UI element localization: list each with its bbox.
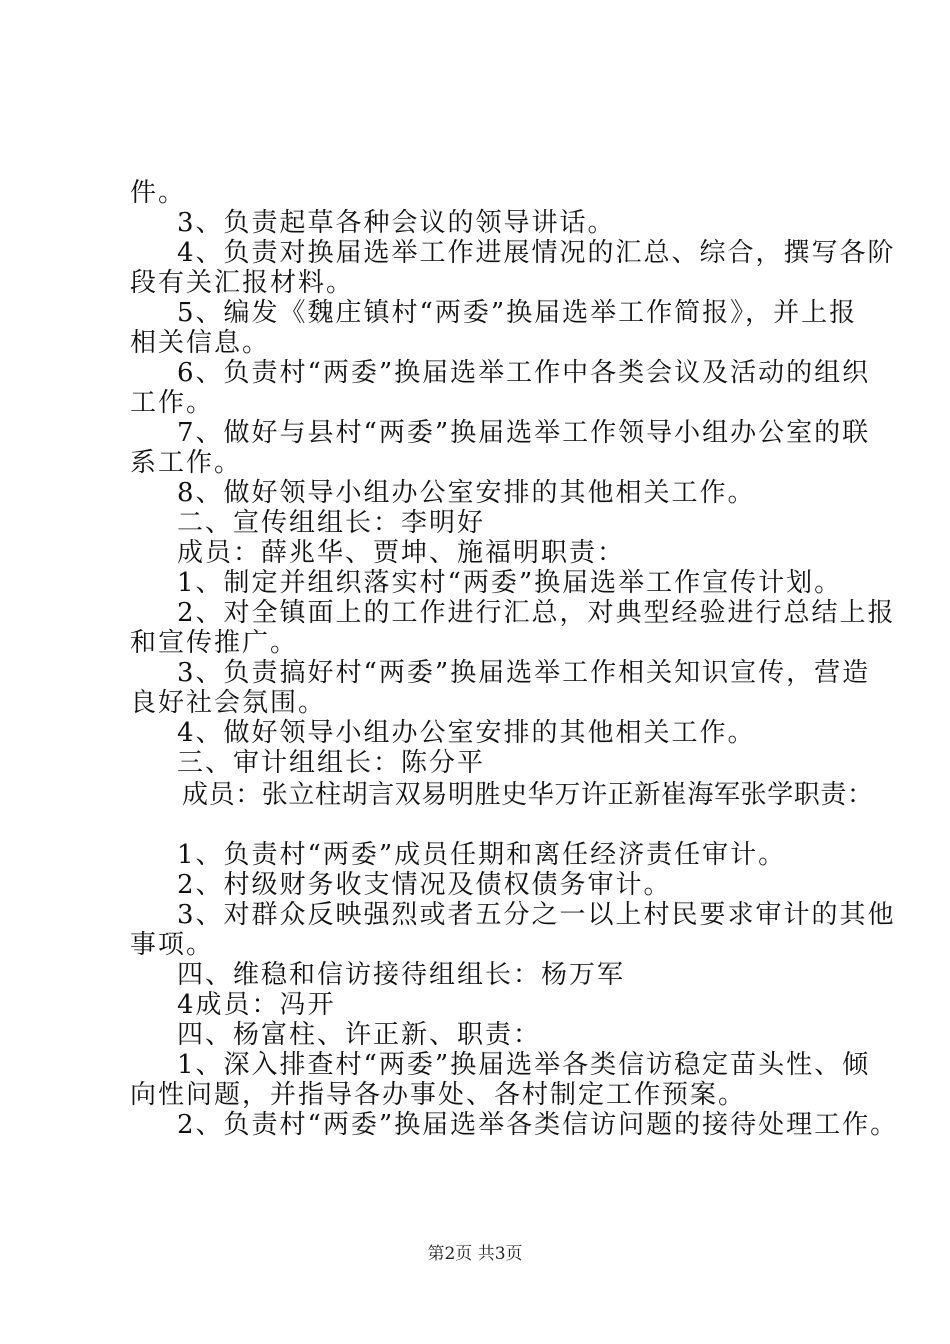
text-line: 向性问题，并指导各办事处、各村制定工作预案。: [130, 1080, 747, 1110]
text-line: 成员：张立柱胡言双易明胜史华万许正新崔海军张学职责：: [182, 780, 874, 810]
text-line: 8、做好领导小组办公室安排的其他相关工作。: [177, 478, 756, 508]
section-heading: 三、审计组组长：陈分平: [177, 748, 486, 778]
text-line: 相关信息。: [130, 328, 271, 358]
text-line: 系工作。: [130, 448, 243, 478]
text-line: 4、负责对换届选举工作进展情况的汇总、综合，撰写各阶: [177, 238, 896, 268]
text-line: 1、负责村“两委”成员任期和离任经济责任审计。: [177, 840, 787, 870]
text-line: 1、制定并组织落实村“两委”换届选举工作宣传计划。: [177, 568, 843, 598]
text-line: 6、负责村“两委”换届选举工作中各类会议及活动的组织: [177, 358, 871, 388]
text-line: 四、杨富柱、许正新、职责：: [177, 1020, 542, 1050]
text-line: 和宣传推广。: [130, 628, 299, 658]
text-line: 5、编发《魏庄镇村“两委”换届选举工作简报》，并上报: [177, 298, 858, 328]
text-line: 工作。: [130, 388, 215, 418]
text-line: 成员：薛兆华、贾坤、施福明职责：: [177, 538, 626, 568]
text-line: 3、对群众反映强烈或者五分之一以上村民要求审计的其他: [177, 900, 896, 930]
section-heading: 四、维稳和信访接待组组长：杨万军: [177, 960, 626, 990]
text-line: 2、负责村“两委”换届选举各类信访问题的接待处理工作。: [177, 1110, 899, 1140]
page-number-footer: 第2页 共3页: [427, 1244, 523, 1264]
section-heading: 二、宣传组组长：李明好: [177, 508, 486, 538]
text-line: 3、负责起草各种会议的领导讲话。: [177, 208, 616, 238]
text-line: 段有关汇报材料。: [130, 268, 355, 298]
text-line: 2、对全镇面上的工作进行汇总，对典型经验进行总结上报: [177, 598, 896, 628]
text-line: 1、深入排查村“两委”换届选举各类信访稳定苗头性、倾: [177, 1050, 871, 1080]
text-line: 良好社会氛围。: [130, 688, 327, 718]
text-line: 4成员：冯开: [177, 990, 336, 1020]
text-line: 件。: [130, 178, 187, 208]
text-line: 4、做好领导小组办公室安排的其他相关工作。: [177, 718, 756, 748]
text-line: 2、村级财务收支情况及债权债务审计。: [177, 870, 672, 900]
text-line: 7、做好与县村“两委”换届选举工作领导小组办公室的联: [177, 418, 871, 448]
text-line: 事项。: [130, 930, 215, 960]
text-line: 3、负责搞好村“两委”换届选举工作相关知识宣传，营造: [177, 658, 871, 688]
